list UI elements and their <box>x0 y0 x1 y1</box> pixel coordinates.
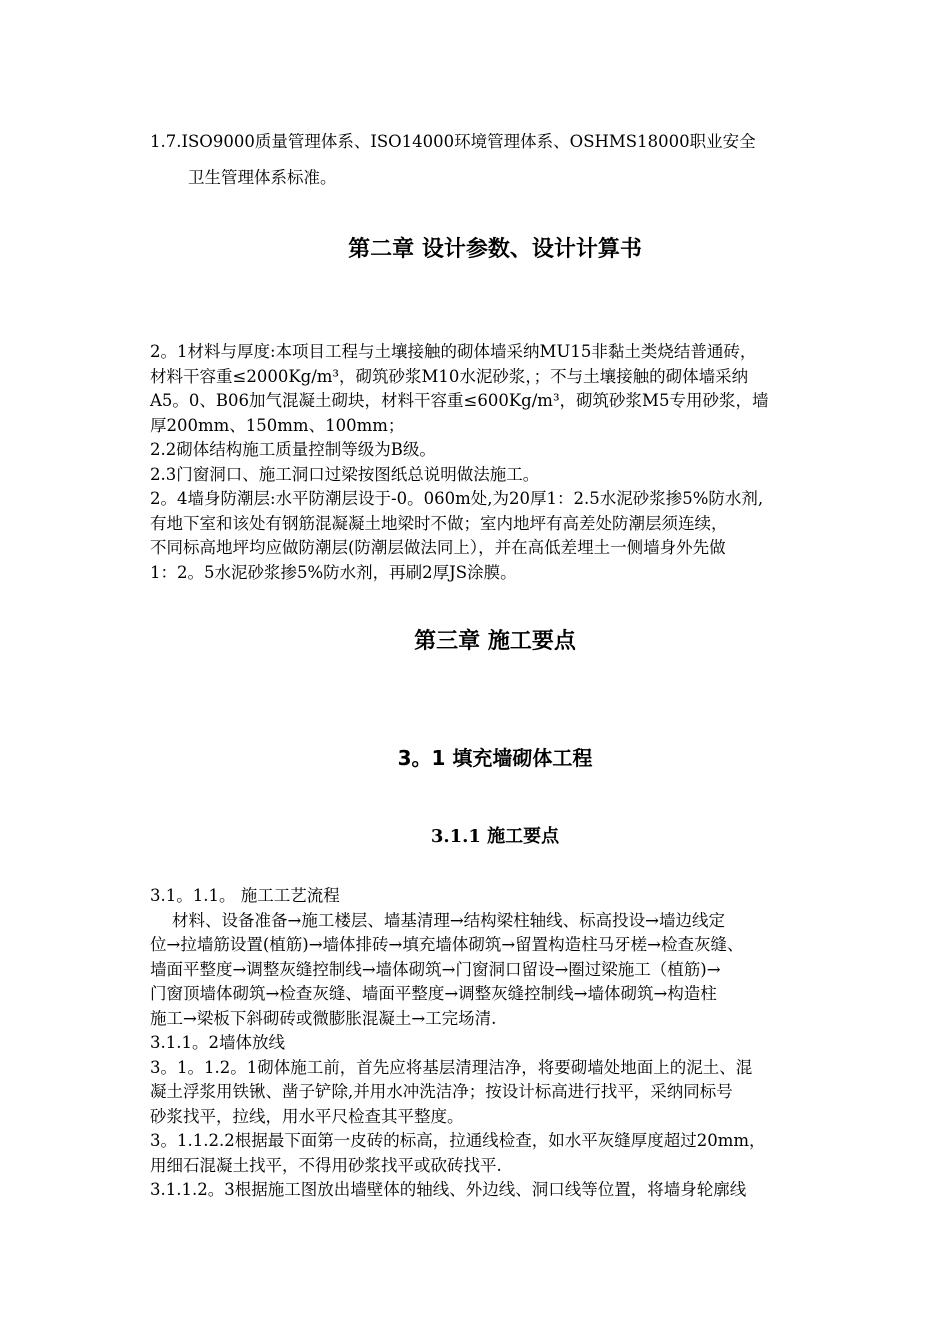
chapter-3-line: 3。1。1.2。1砌体施工前，首先应将基层清理洁净，将要砌墙处地面上的泥土、混 <box>150 1057 753 1077</box>
chapter-2-line: 2.3门窗洞口、施工洞口过梁按图纸总说明做法施工。 <box>150 464 540 484</box>
chapter-2-line: A5。0、B06加气混凝土砌块，材料干容重≤600Kg/m³，砌筑砂浆M5专用砂浆，墙 <box>150 391 769 410</box>
chapter-2-body <box>150 340 840 585</box>
chapter-3-line: 墙面平整度→调整灰缝控制线→墙体砌筑→门窗洞口留设→圈过梁施工（植筋)→ <box>150 959 721 979</box>
chapter-3-line: 用细石混凝土找平，不得用砂浆找平或砍砖找平. <box>150 1155 502 1175</box>
chapter-3-line: 材料、设备准备→施工楼层、墙基清理→结构梁柱轴线、标高投设→墙边线定 <box>172 910 725 930</box>
chapter-2-line: 材料干容重≤2000Kg/m³，砌筑砂浆M10水泥砂浆，；不与土壤接触的砌体墙采纳 <box>150 366 749 386</box>
chapter-3-body <box>150 884 840 1203</box>
chapter-3-line: 施工→梁板下斜砌砖或微膨胀混凝土→工完场清. <box>150 1008 497 1028</box>
chapter-3-line: 3。1.1.2.2根据最下面第一皮砖的标高，拉通线检查，如水平灰缝厚度超过20mm， <box>150 1131 766 1150</box>
subsection-3-1-1-title: 3.1.1 施工要点 <box>430 826 560 847</box>
chapter-3-line: 位→拉墙筋设置(植筋)→墙体排砖→填充墙体砌筑→留置构造柱马牙槎→检查灰缝、 <box>150 935 744 954</box>
chapter-3-line: 凝土浮浆用铁锹、凿子铲除,并用水冲洗洁净；按设计标高进行找平，采纳同标号 <box>150 1082 733 1101</box>
chapter-2-line: 2。1材料与厚度:本项目工程与土壤接触的砌体墙采纳MU15非黏土类烧结普通砖， <box>150 342 757 361</box>
chapter-2-line: 1：2。5水泥砂浆掺5%防水剂，再刷2厚JS涂膜。 <box>150 562 517 582</box>
chapter-2-title: 第二章 设计参数、设计计算书 <box>348 237 642 262</box>
chapter-3-line: 门窗顶墙体砌筑→检查灰缝、墙面平整度→调整灰缝控制线→墙体砌筑→构造柱 <box>150 984 717 1003</box>
chapter-2-line: 不同标高地坪均应做防潮层(防潮层做法同上），并在高低差埋土一侧墙身外先做 <box>150 538 726 557</box>
chapter-3-title: 第三章 施工要点 <box>414 629 576 654</box>
intro-line-1: 1.7.ISO9000质量管理体系、ISO14000环境管理体系、OSHMS18000职业安全 <box>150 132 756 151</box>
intro-paragraph <box>150 124 840 196</box>
chapter-2-line: 厚200mm、150mm、100mm； <box>150 415 405 435</box>
section-3-1-title: 3。1 填充墙砌体工程 <box>397 746 593 770</box>
intro-line-2: 卫生管理体系标准。 <box>188 168 337 187</box>
chapter-3-line: 3.1。1.1。 施工工艺流程 <box>150 886 340 905</box>
chapter-3-line: 3.1.1.2。3根据施工图放出墙壁体的轴线、外边线、洞口线等位置，将墙身轮廓线 <box>150 1180 747 1199</box>
chapter-2-line: 有地下室和该处有钢筋混凝凝土地梁时不做；室内地坪有高差处防潮层须连续， <box>150 513 728 533</box>
chapter-2-line: 2。4墙身防潮层:水平防潮层设于-0。060m处,为20厚1：2.5水泥砂浆掺5%防水剂, <box>150 489 764 508</box>
chapter-2-line: 2.2砌体结构施工质量控制等级为B级。 <box>150 440 436 459</box>
chapter-3-line: 3.1.1。2墙体放线 <box>150 1033 285 1052</box>
chapter-3-line: 砂浆找平，拉线，用水平尺检查其平整度。 <box>150 1106 464 1126</box>
